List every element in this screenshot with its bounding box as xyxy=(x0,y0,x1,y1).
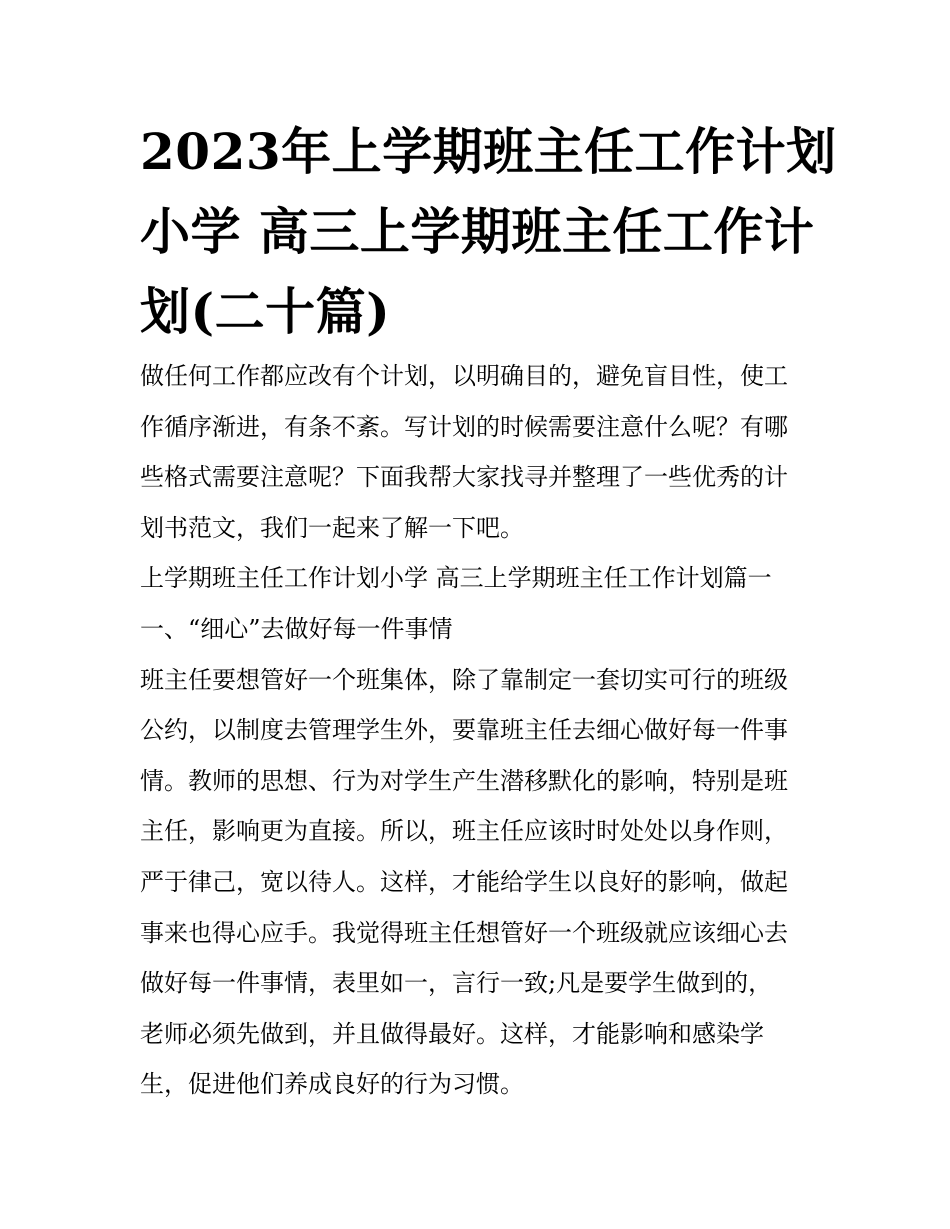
body-paragraph-line: 公约，以制度去管理学生外，要靠班主任去细心做好每一件事 xyxy=(140,716,788,745)
title-line: 划(二十篇) xyxy=(140,282,391,341)
body-paragraph-line: 主任，影响更为直接。所以，班主任应该时时处处以身作则， xyxy=(140,817,788,846)
intro-paragraph-line: 些格式需要注意呢？下面我帮大家找寻并整理了一些优秀的计 xyxy=(140,463,788,492)
section-heading: 上学期班主任工作计划小学 高三上学期班主任工作计划篇一 xyxy=(140,564,772,593)
intro-paragraph-line: 作循序渐进，有条不紊。写计划的时候需要注意什么呢？有哪 xyxy=(140,412,788,441)
body-paragraph-line: 老师必须先做到，并且做得最好。这样，才能影响和感染学 xyxy=(140,1019,764,1048)
body-paragraph-line: 班主任要想管好一个班集体，除了靠制定一套切实可行的班级 xyxy=(140,665,788,694)
subsection-heading: 一、“细心”去做好每一件事情 xyxy=(140,614,453,643)
title-line: 2023年上学期班主任工作计划 xyxy=(140,122,837,181)
intro-paragraph-line: 划书范文，我们一起来了解一下吧。 xyxy=(140,513,524,542)
title-line: 小学 高三上学期班主任工作计 xyxy=(140,202,815,261)
body-paragraph-line: 情。教师的思想、行为对学生产生潜移默化的影响，特别是班 xyxy=(140,766,788,795)
intro-paragraph-line: 做任何工作都应改有个计划，以明确目的，避免盲目性，使工 xyxy=(140,362,788,390)
body-paragraph-line: 做好每一件事情，表里如一，言行一致;凡是要学生做到的， xyxy=(140,969,773,998)
document-body xyxy=(140,351,820,1110)
body-paragraph-line: 生，促进他们养成良好的行为习惯。 xyxy=(140,1070,524,1099)
document-title xyxy=(140,112,837,352)
body-paragraph-line: 严于律己，宽以待人。这样，才能给学生以良好的影响，做起 xyxy=(140,867,788,896)
body-paragraph-line: 事来也得心应手。我觉得班主任想管好一个班级就应该细心去 xyxy=(140,918,788,947)
